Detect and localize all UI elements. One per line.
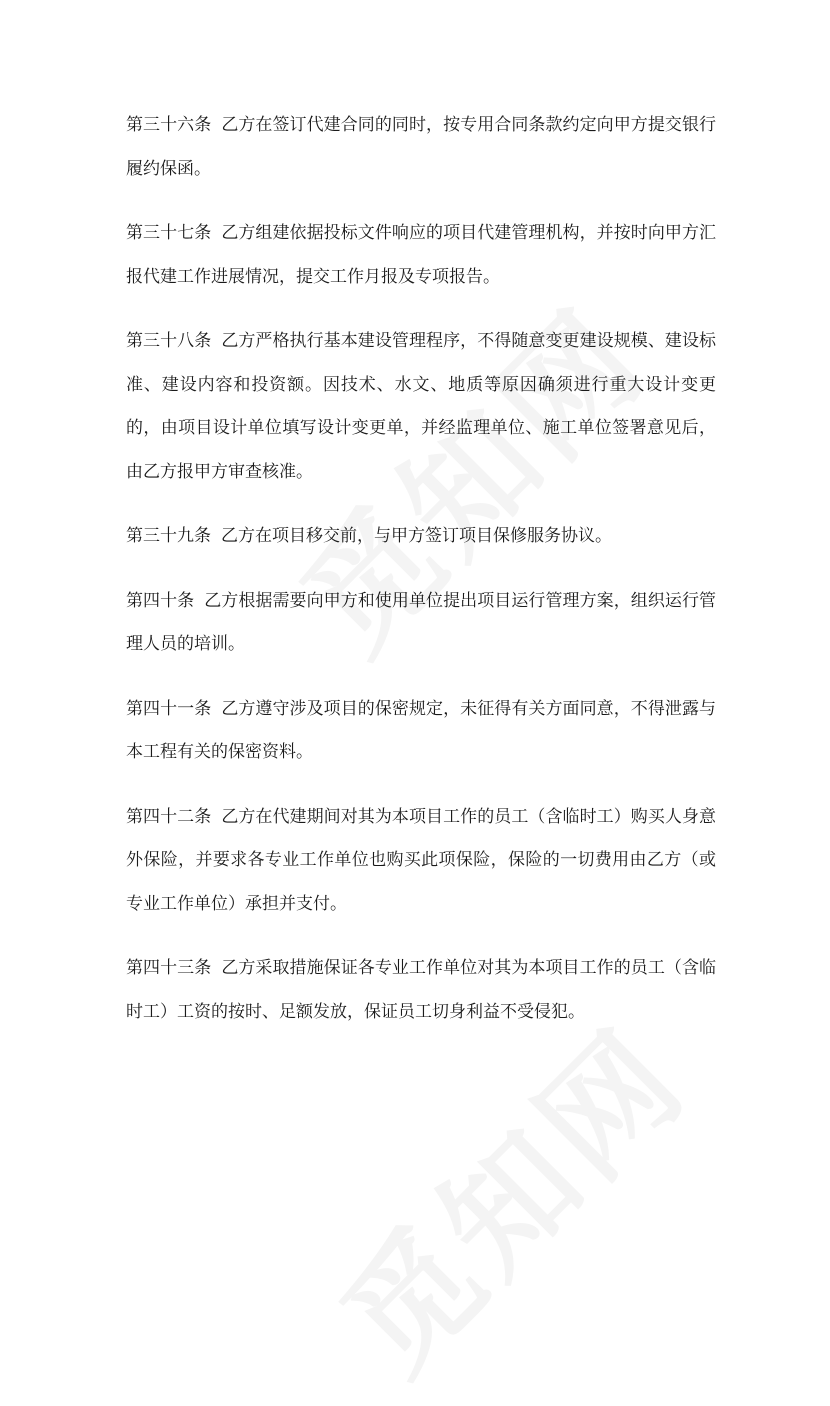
article-number: 第三十六条	[126, 115, 212, 135]
article-number: 第四十条	[126, 590, 195, 611]
article-text: 乙方遵守涉及项目的保密规定，未征得有关方面同意，不得泄露与本工程有关的保密资料。	[126, 698, 717, 762]
article-number: 第四十一条	[126, 698, 212, 719]
article-43	[126, 947, 716, 1034]
article-text: 乙方在项目移交前，与甲方签订项目保修服务协议。	[221, 526, 612, 546]
article-number: 第三十八条	[126, 331, 212, 351]
article-number: 第四十二条	[126, 806, 212, 827]
article-text: 乙方根据需要向甲方和使用单位提出项目运行管理方案，组织运行管理人员的培训。	[126, 590, 717, 654]
article-38	[126, 320, 716, 494]
article-text: 乙方组建依据投标文件响应的项目代建管理机构，并按时向甲方汇报代建工作进展情况，提交工作月报及专项报告。	[126, 223, 717, 287]
article-41	[126, 688, 716, 775]
article-text: 乙方严格执行基本建设管理程序，不得随意变更建设规模、建设标准、建设内容和投资额。因技术、水文、地质等原因确须进行重大设计变更的，由项目设计单位填写设计变更单，并经监理单位、施工单位签署意见后，由乙方报甲方审查核准。	[126, 331, 717, 482]
article-text: 乙方在签订代建合同的同时，按专用合同条款约定向甲方提交银行履约保函。	[126, 115, 717, 179]
article-text: 乙方在代建期间对其为本项目工作的员工（含临时工）购买人身意外保险，并要求各专业工作单位也购买此项保险，保险的一切费用由乙方（或专业工作单位）承担并支付。	[126, 806, 717, 914]
article-42	[126, 796, 716, 927]
article-number: 第四十三条	[126, 958, 212, 978]
article-number: 第三十九条	[126, 526, 211, 546]
document-body	[126, 104, 716, 1055]
article-number: 第三十七条	[126, 223, 212, 243]
article-37	[126, 212, 716, 299]
article-text: 乙方采取措施保证各专业工作单位对其为本项目工作的员工（含临时工）工资的按时、足额发放，保证员工切身利益不受侵犯。	[126, 958, 717, 1022]
article-40	[126, 580, 716, 667]
article-36	[126, 104, 716, 191]
article-39	[126, 515, 716, 559]
